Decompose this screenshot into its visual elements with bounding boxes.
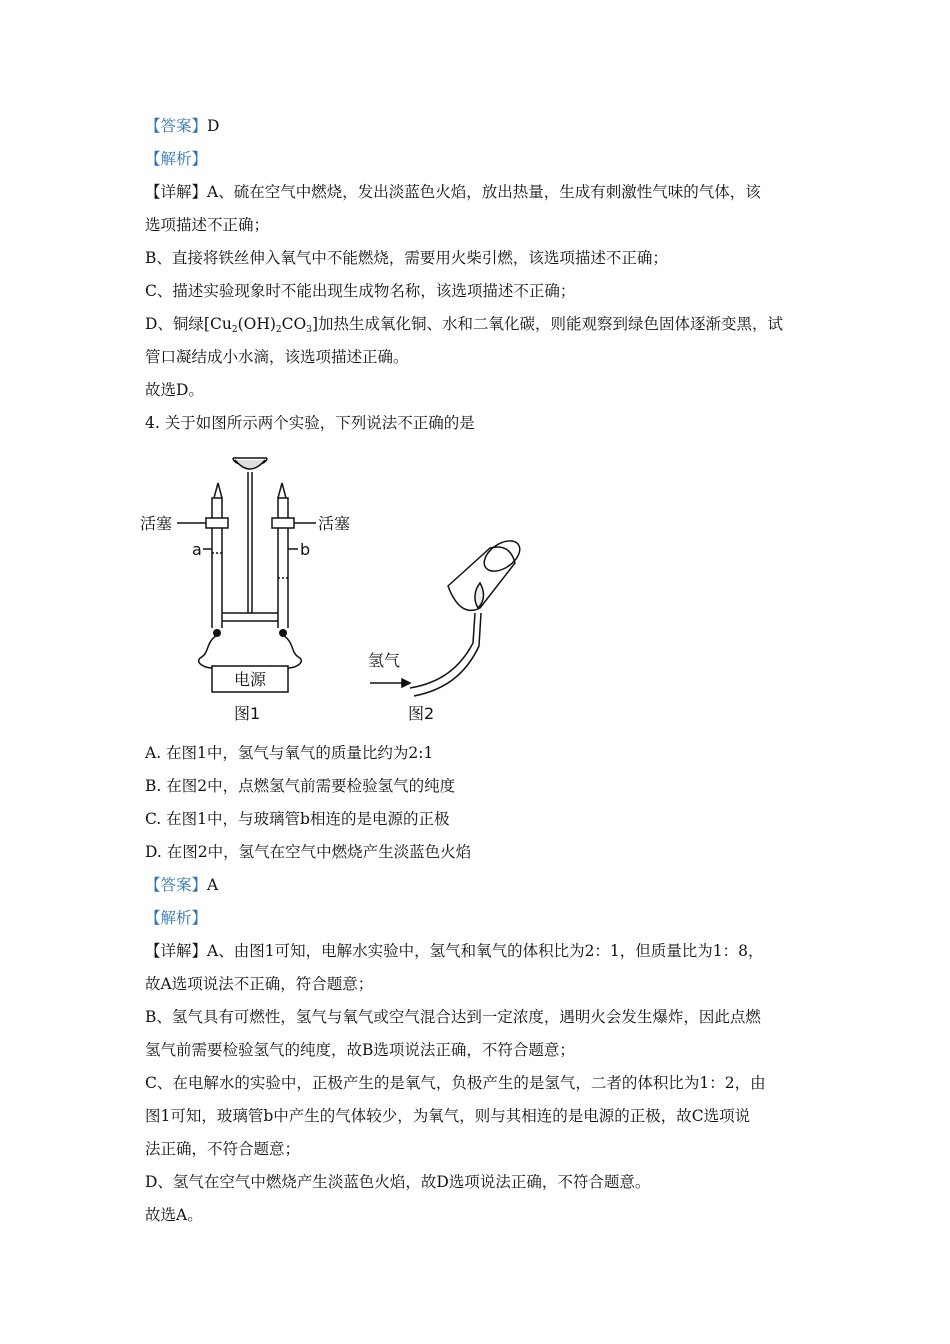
q4-detail-b-line1: B、氢气具有可燃性，氢气与氧气或空气混合达到一定浓度，遇明火会发生爆炸，因此点燃 (145, 1008, 761, 1026)
detail-tag: 【详解】 (145, 183, 208, 201)
experiment-figure (140, 438, 540, 728)
answer-tag: 【答案】 (145, 117, 208, 135)
formula-part: CO (281, 315, 307, 333)
q4-detail-c-line3: 法正确，不符合题意； (145, 1140, 301, 1158)
q4-detail-b-line2: 氢气前需要检验氢气的纯度，故B选项说法正确，不符合题意； (145, 1041, 575, 1059)
q3-detail-c: C、描述实验现象时不能出现生成物名称，该选项描述不正确； (145, 282, 576, 300)
detail-text: A、由图1可知，电解水实验中，氢气和氧气的体积比为2：1，但质量比为1：8， (207, 942, 764, 960)
formula-sub: 3 (306, 325, 312, 335)
analysis-tag: 【解析】 (145, 150, 208, 168)
valve-left-label: 活塞 (140, 514, 173, 533)
q3-conclusion: 故选D。 (145, 381, 204, 399)
power-label: 电源 (234, 670, 267, 689)
q4-detail-d: D、氢气在空气中燃烧产生淡蓝色火焰，故D选项说法正确，不符合题意。 (145, 1173, 651, 1191)
option-c: C. 在图1中，与玻璃管b相连的是电源的正极 (145, 810, 450, 828)
answer-value: D (207, 117, 220, 135)
q4-detail-c-line2: 图1可知，玻璃管b中产生的气体较少，为氧气，则与其相连的是电源的正极，故C选项说 (145, 1107, 751, 1125)
option-a: A. 在图1中，氢气与氧气的质量比约为2:1 (145, 744, 434, 762)
q4-detail-a-line1 (145, 941, 764, 961)
formula-sub: 2 (231, 325, 238, 335)
q3-detail-a-line2: 选项描述不正确； (145, 216, 270, 234)
q3-detail-d-line1 (145, 314, 783, 334)
fig1-label: 图1 (234, 704, 261, 723)
formula-part: (OH) (237, 315, 276, 333)
q4-detail-c-line1: C、在电解水的实验中，正极产生的是氧气，负极产生的是氢气，二者的体积比为1：2，由 (145, 1074, 766, 1092)
q3-detail-d-line2: 管口凝结成小水滴，该选项描述正确。 (145, 348, 409, 366)
detail-text: A、硫在空气中燃烧，发出淡蓝色火焰，放出热量，生成有刺激性气味的气体，该 (207, 183, 761, 201)
formula-part: D、铜绿[Cu (145, 315, 232, 333)
analysis-tag: 【解析】 (145, 909, 208, 927)
q4-answer-line (145, 875, 218, 895)
fig2-label: 图2 (408, 704, 435, 723)
answer-tag: 【答案】 (145, 876, 208, 894)
q4-conclusion: 故选A。 (145, 1206, 203, 1224)
option-d: D. 在图2中，氢气在空气中燃烧产生淡蓝色火焰 (145, 843, 472, 861)
option-b: B. 在图2中，点燃氢气前需要检验氢气的纯度 (145, 777, 456, 795)
q4-detail-a-line2: 故A选项说法不正确，符合题意； (145, 975, 374, 993)
hydrogen-label: 氢气 (368, 651, 401, 670)
tube-b-label: b (300, 540, 311, 559)
formula-sub: 2 (275, 325, 282, 335)
detail-tag: 【详解】 (145, 942, 208, 960)
q3-detail-b: B、直接将铁丝伸入氧气中不能燃烧，需要用火柴引燃，该选项描述不正确； (145, 249, 668, 267)
valve-right-label: 活塞 (318, 514, 351, 533)
tube-a-label: a (192, 540, 202, 559)
detail-text: ]加热生成氧化铜、水和二氧化碳，则能观察到绿色固体逐渐变黑，试 (311, 315, 783, 333)
q4-stem: 4. 关于如图所示两个实验，下列说法不正确的是 (145, 414, 475, 432)
q3-detail-a-line1 (145, 182, 761, 202)
q3-answer-line (145, 116, 219, 136)
answer-value: A (207, 876, 219, 894)
